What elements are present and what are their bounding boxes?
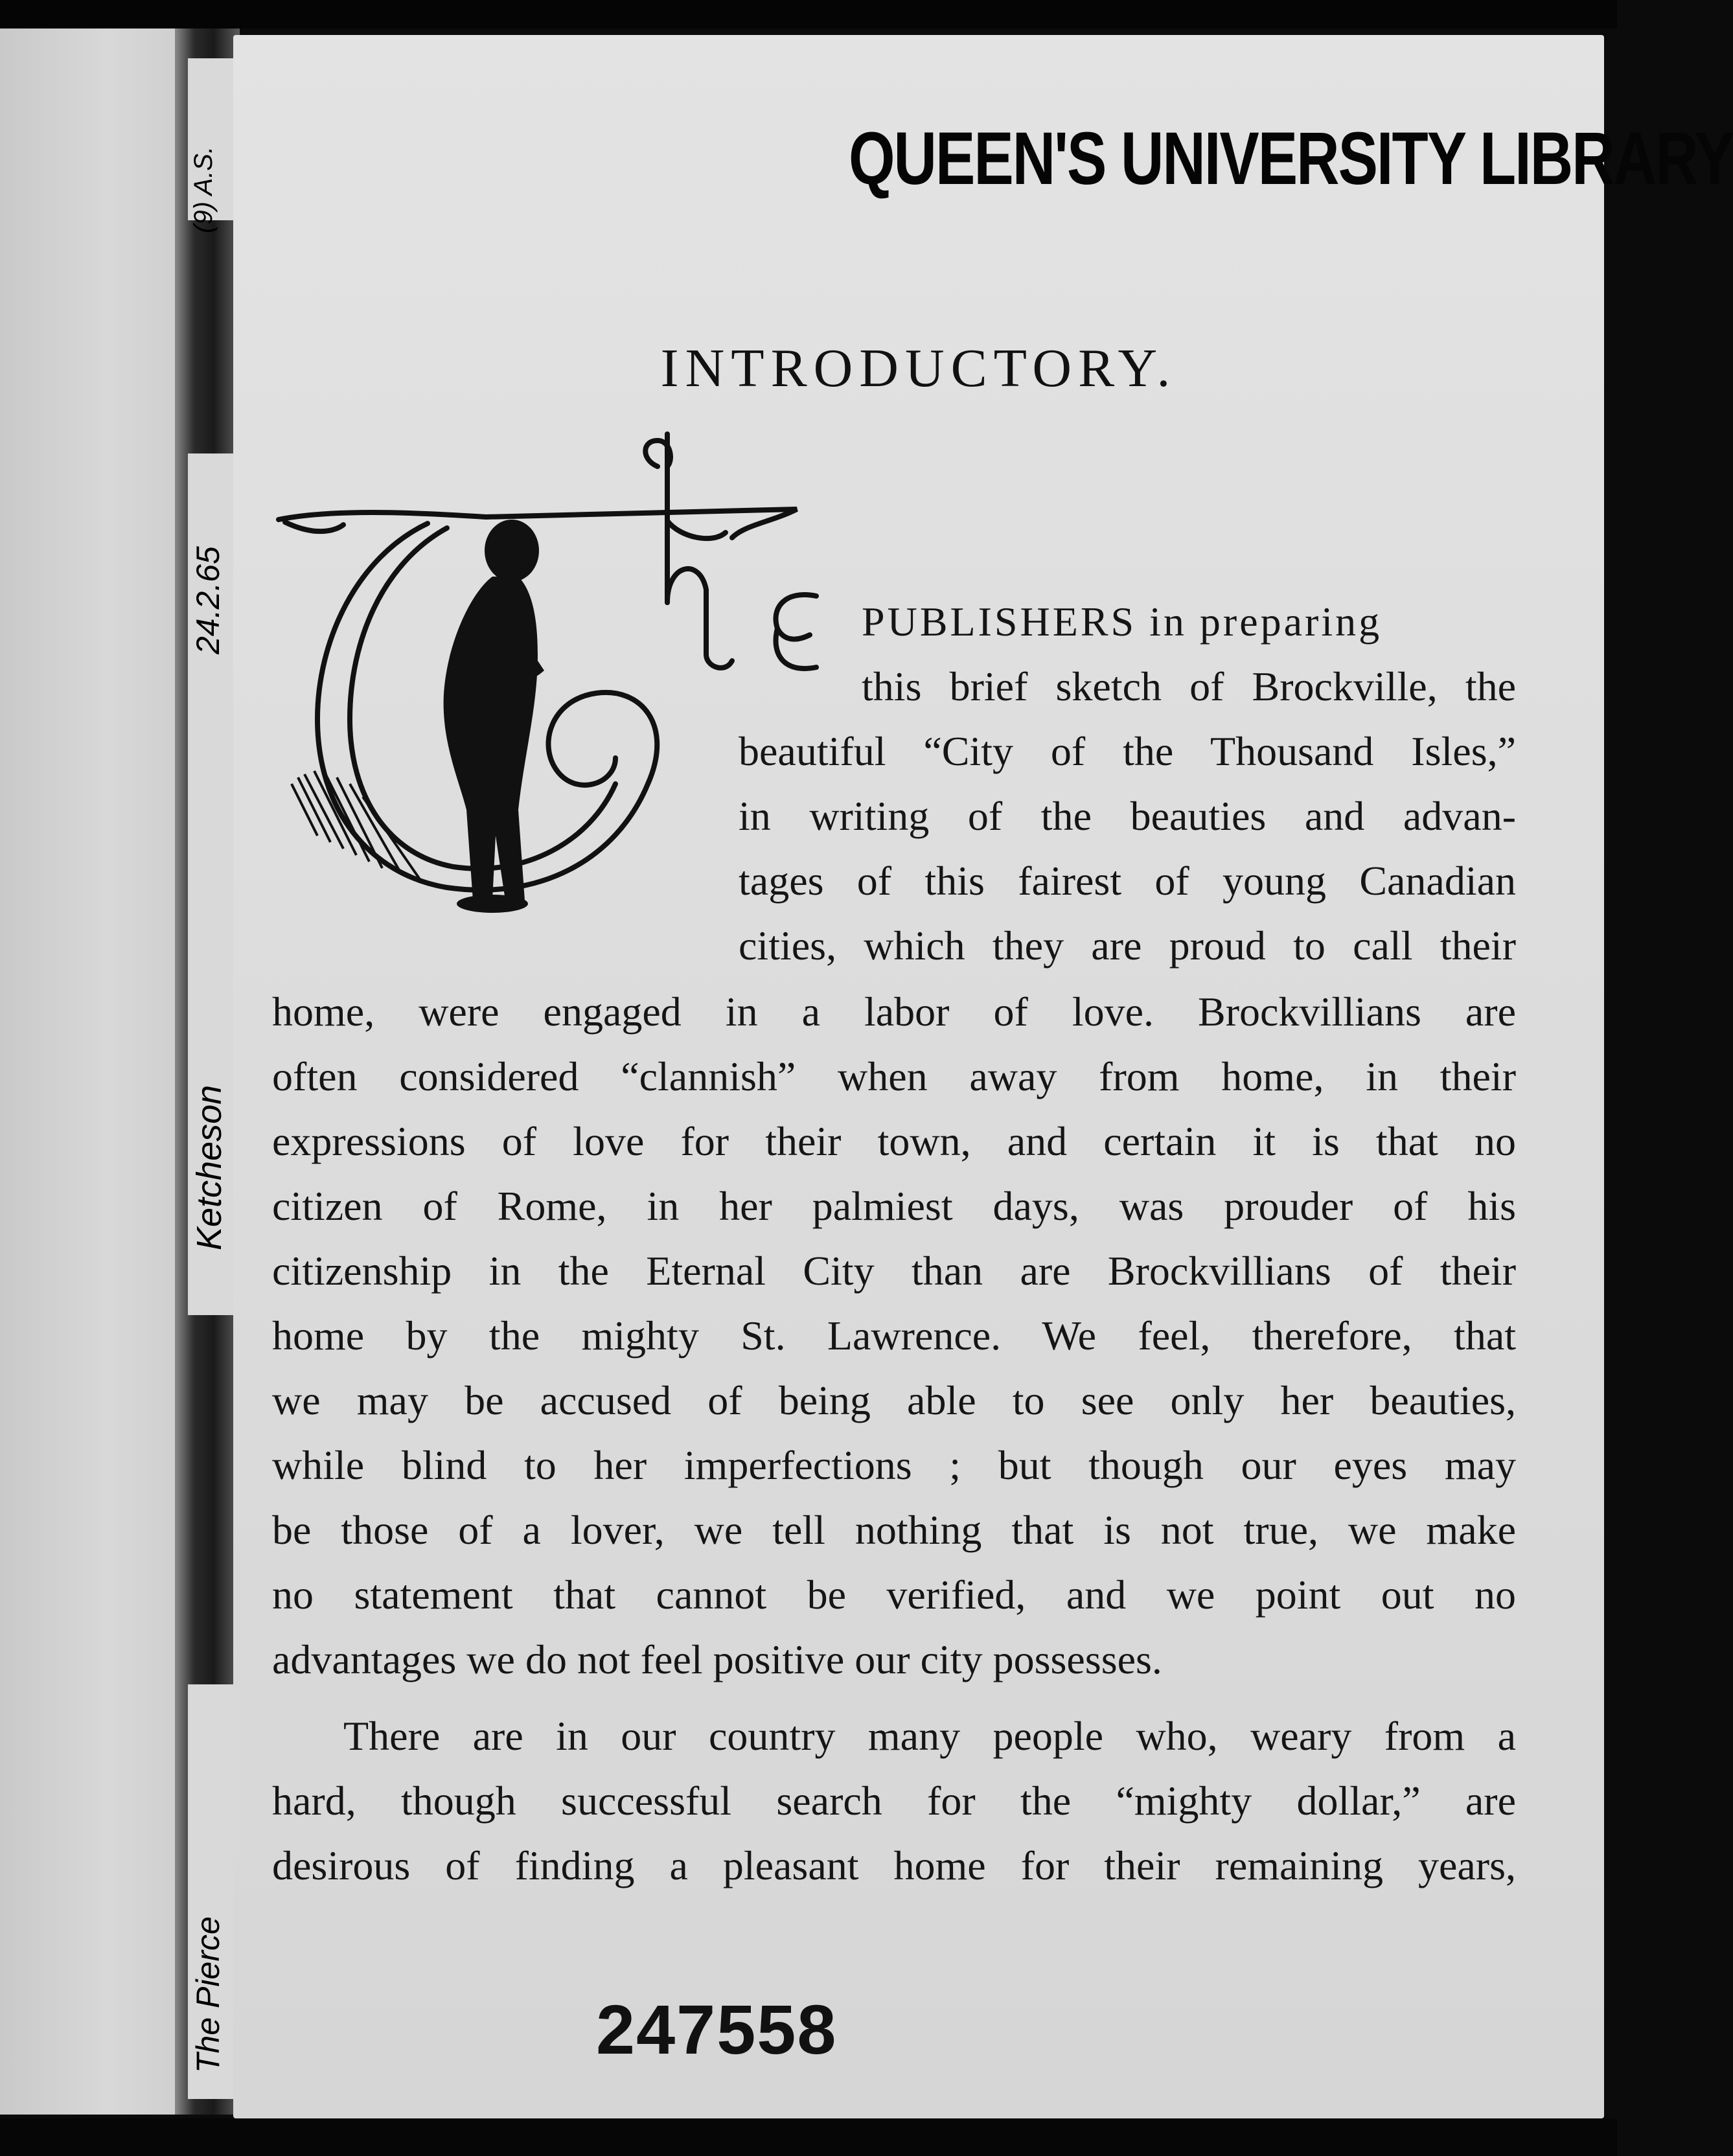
body-line: home by the mighty St. Lawrence. We feel, therefore, that xyxy=(272,1313,1516,1359)
spine-pierce: The Pierce xyxy=(190,1916,226,2073)
body-line: citizen of Rome, in her palmiest days, was prouder of his xyxy=(272,1183,1516,1229)
body-line: There are in our country many people who, weary from a xyxy=(343,1713,1516,1759)
body-line: this brief sketch of Brockville, the xyxy=(862,663,1516,709)
body-line: tages of this fairest of young Canadian xyxy=(739,858,1516,904)
body-line: home, were engaged in a labor of love. Brockvillians are xyxy=(272,989,1516,1035)
body-line: be those of a lover, we tell nothing that is not true, we make xyxy=(272,1507,1516,1553)
body-line: no statement that cannot be verified, and we point out no xyxy=(272,1572,1516,1618)
body-line: often considered “clannish” when away from home, in their xyxy=(272,1053,1516,1099)
scan-bottom-edge xyxy=(0,2118,1617,2156)
spine-name: Ketcheson xyxy=(190,1084,229,1250)
body-line: cities, which they are proud to call their xyxy=(739,923,1516,969)
body-line-1: PUBLISHERS in preparing xyxy=(862,599,1383,645)
library-stamp: QUEEN'S UNIVERSITY LIBRARY xyxy=(849,117,1733,200)
accession-number: 247558 xyxy=(596,1990,838,2069)
body-line: we may be accused of being able to see only her beauties, xyxy=(272,1377,1516,1423)
body-line: citizenship in the Eternal City than are Brockvillians of their xyxy=(272,1248,1516,1294)
body-line: hard, though successful search for the “mighty dollar,” are xyxy=(272,1778,1516,1824)
body-line: desirous of finding a pleasant home for their remaining years, xyxy=(272,1842,1516,1888)
body-line: while blind to her imperfections ; but though our eyes may xyxy=(272,1442,1516,1488)
spine-code: (9) A.S. xyxy=(189,146,218,233)
scan-top-edge xyxy=(0,0,1617,29)
page-title: INTRODUCTORY. xyxy=(660,338,1177,398)
body-line: beautiful “City of the Thousand Isles,” xyxy=(739,728,1516,774)
spine-date: 24.2.65 xyxy=(190,546,226,654)
body-line: in writing of the beauties and advan- xyxy=(739,793,1516,839)
body-line: expressions of love for their town, and certain it is that no xyxy=(272,1118,1516,1164)
body-line: advantages we do not feel positive our city possesses. xyxy=(272,1636,1162,1682)
